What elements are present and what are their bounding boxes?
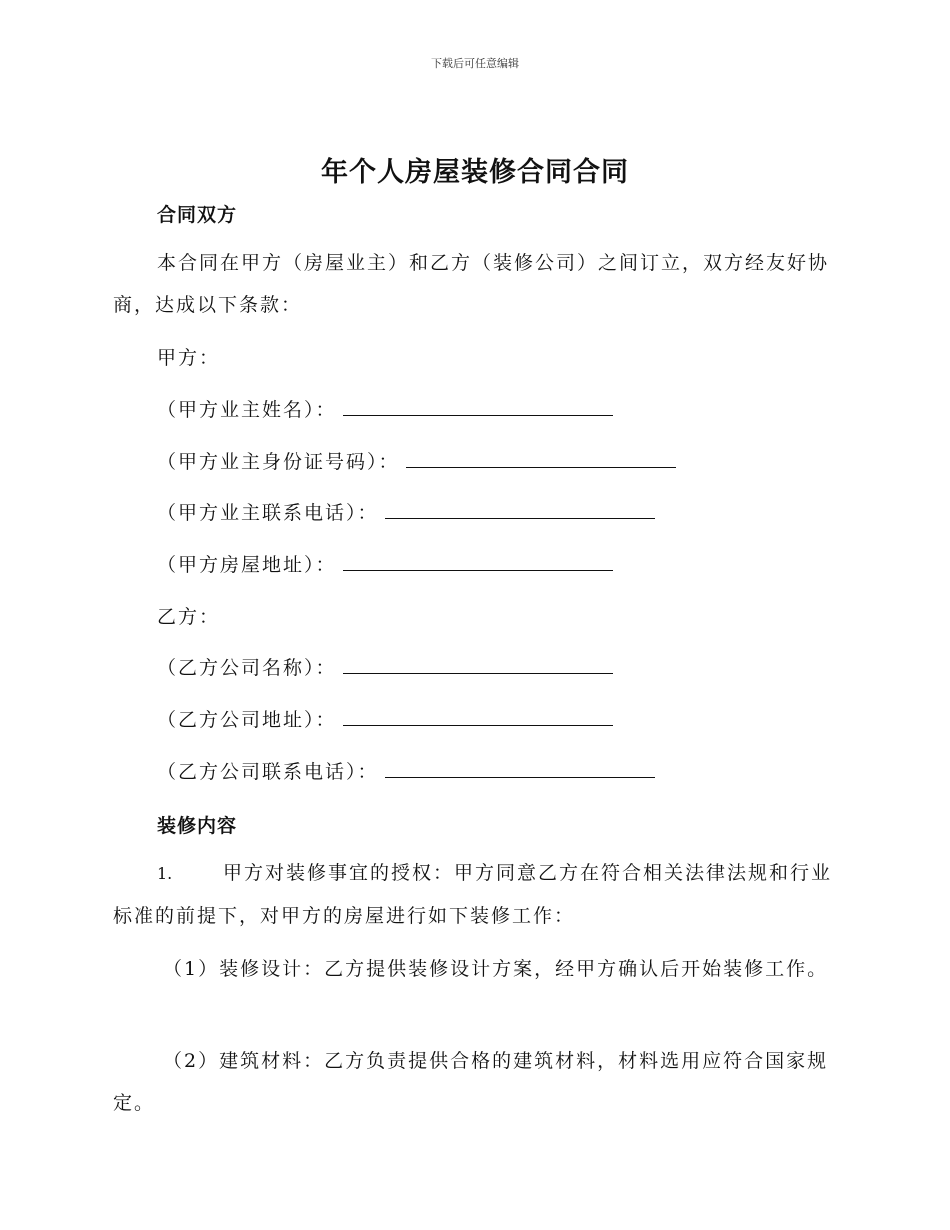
field-party-a-address xyxy=(157,550,613,577)
field-label: （甲方房屋地址）： xyxy=(157,554,337,576)
sub-item-2: （2）建筑材料：乙方负责提供合格的建筑材料，材料选用应符合国家规定。 xyxy=(113,1050,829,1114)
field-party-a-name xyxy=(157,395,613,422)
field-label: （甲方业主身份证号码）： xyxy=(157,451,400,473)
sub-item-1: （1）装修设计：乙方提供装修设计方案，经甲方确认后开始装修工作。 xyxy=(163,958,829,980)
field-label: （甲方业主姓名）： xyxy=(157,399,337,421)
section-heading-parties: 合同双方 xyxy=(157,204,238,226)
field-party-b-address xyxy=(157,705,613,732)
blank-line xyxy=(385,759,655,778)
item-1-paragraph xyxy=(113,852,833,937)
field-label: （甲方业主联系电话）： xyxy=(157,502,379,524)
field-party-a-id xyxy=(157,447,676,474)
blank-line xyxy=(406,449,676,468)
item-number: 1. xyxy=(157,864,173,883)
field-label: （乙方公司地址）： xyxy=(157,709,337,731)
field-party-a-phone xyxy=(157,498,655,525)
section-heading-content: 装修内容 xyxy=(157,815,238,837)
intro-paragraph: 本合同在甲方（房屋业主）和乙方（装修公司）之间订立，双方经友好协商，达成以下条款： xyxy=(113,252,830,316)
blank-line xyxy=(343,707,613,726)
blank-line xyxy=(343,655,613,674)
party-b-label: 乙方： xyxy=(157,606,221,628)
field-party-b-company xyxy=(157,653,613,680)
page-header-note: 下载后可任意编辑 xyxy=(431,57,519,70)
field-label: （乙方公司联系电话）： xyxy=(157,761,379,783)
document-title: 年个人房屋装修合同合同 xyxy=(321,157,629,188)
item-text: 甲方对装修事宜的授权：甲方同意乙方在符合相关法律法规和行业标准的前提下，对甲方的房屋进行如下装修工作： xyxy=(113,862,833,927)
field-party-b-phone xyxy=(157,757,655,784)
blank-line xyxy=(385,500,655,519)
party-a-label: 甲方： xyxy=(157,347,221,369)
field-label: （乙方公司名称）： xyxy=(157,657,337,679)
blank-line xyxy=(343,397,613,416)
blank-line xyxy=(343,552,613,571)
